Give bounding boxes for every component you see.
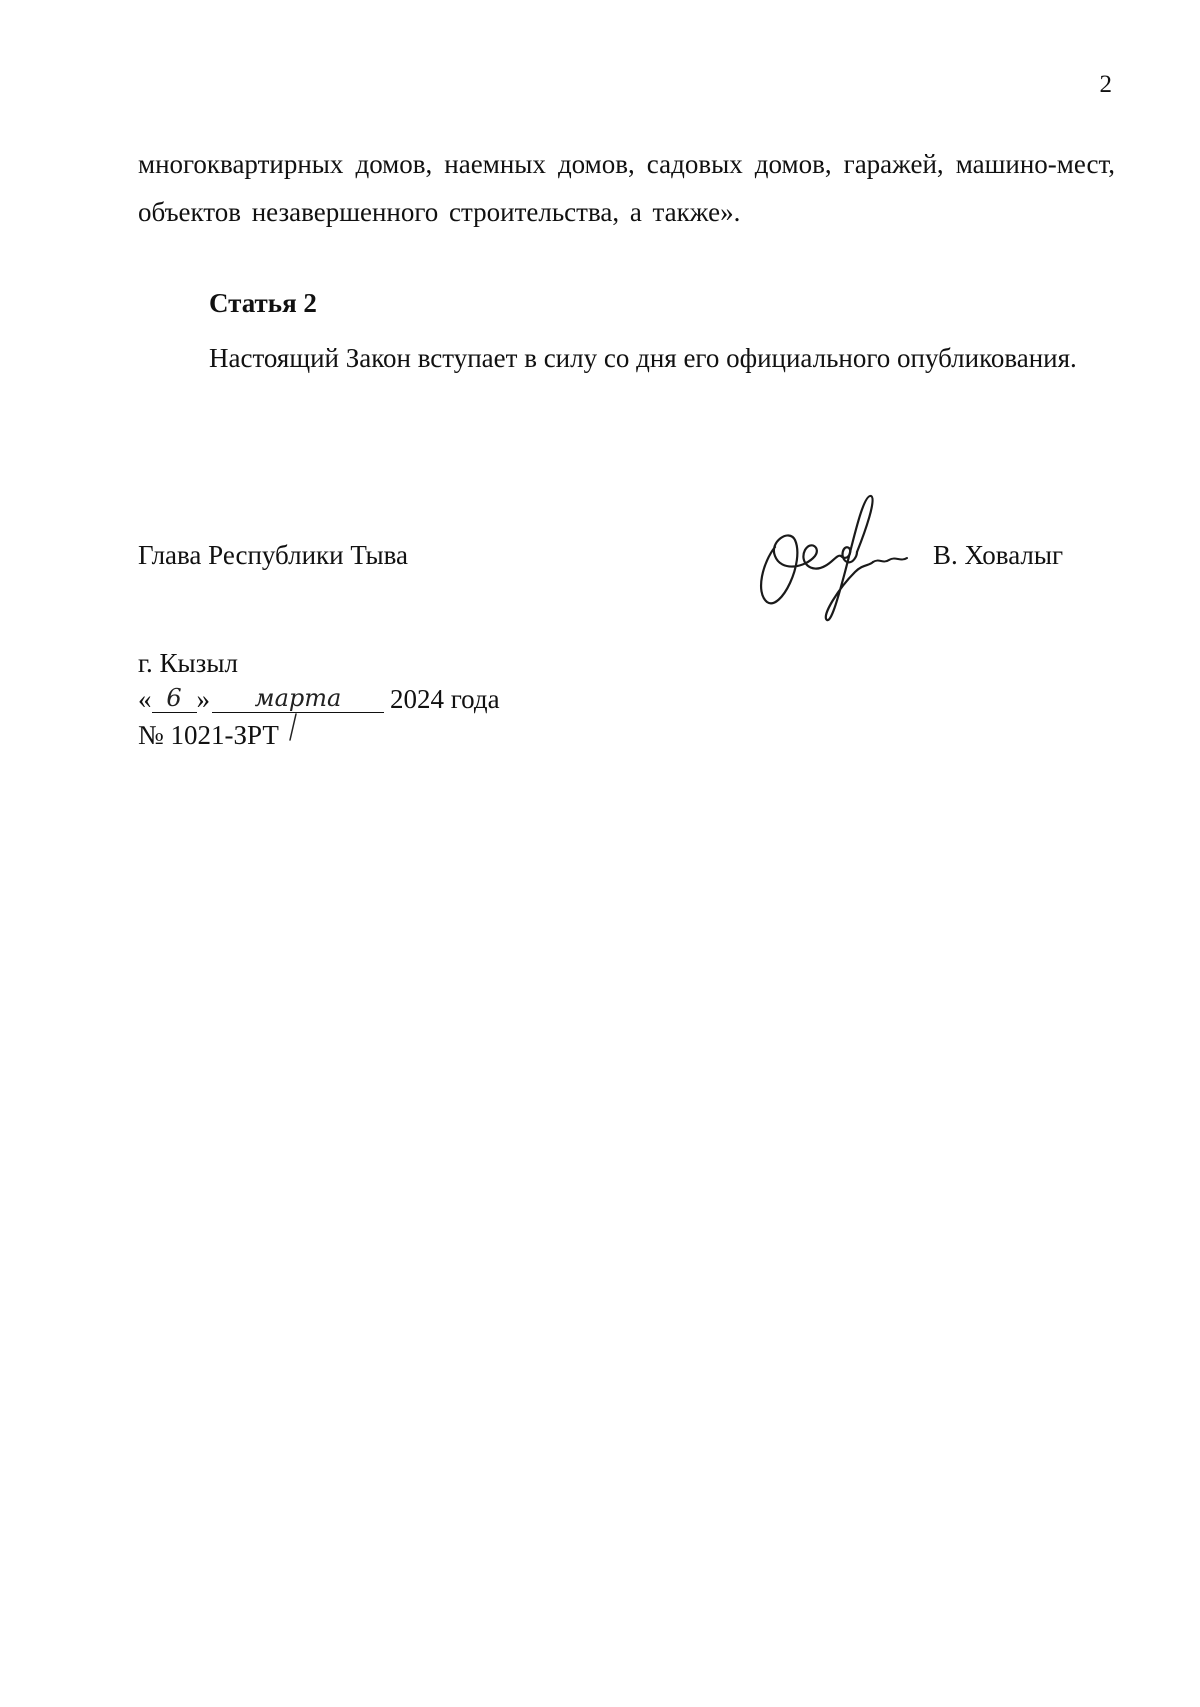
close-quote: » (196, 684, 210, 714)
open-quote: « (138, 684, 152, 714)
page-number: 2 (1099, 71, 1112, 98)
signer-name: В. Ховалыг (933, 540, 1064, 570)
city-line: г. Кызыл (138, 648, 238, 678)
month-field (212, 686, 384, 713)
law-number: № 1021-ЗРТ (138, 720, 279, 750)
handwritten-signature (745, 492, 920, 627)
article-body: Настоящий Закон вступает в силу со дня его официального опубликования. (209, 343, 1077, 373)
pen-stroke-mark (288, 712, 298, 742)
handwritten-month: марта (254, 684, 342, 712)
continuation-paragraph: многоквартирных домов, наемных домов, садовых домов, гаражей, машино-мест, объектов незавершенного строительства, а также». (138, 149, 1115, 227)
day-field (152, 686, 197, 713)
year-text: 2024 года (390, 684, 500, 714)
signer-position: Глава Республики Тыва (138, 540, 409, 570)
article-title: Статья 2 (209, 288, 317, 318)
handwritten-day: 6 (166, 684, 182, 712)
date-line (138, 686, 500, 713)
